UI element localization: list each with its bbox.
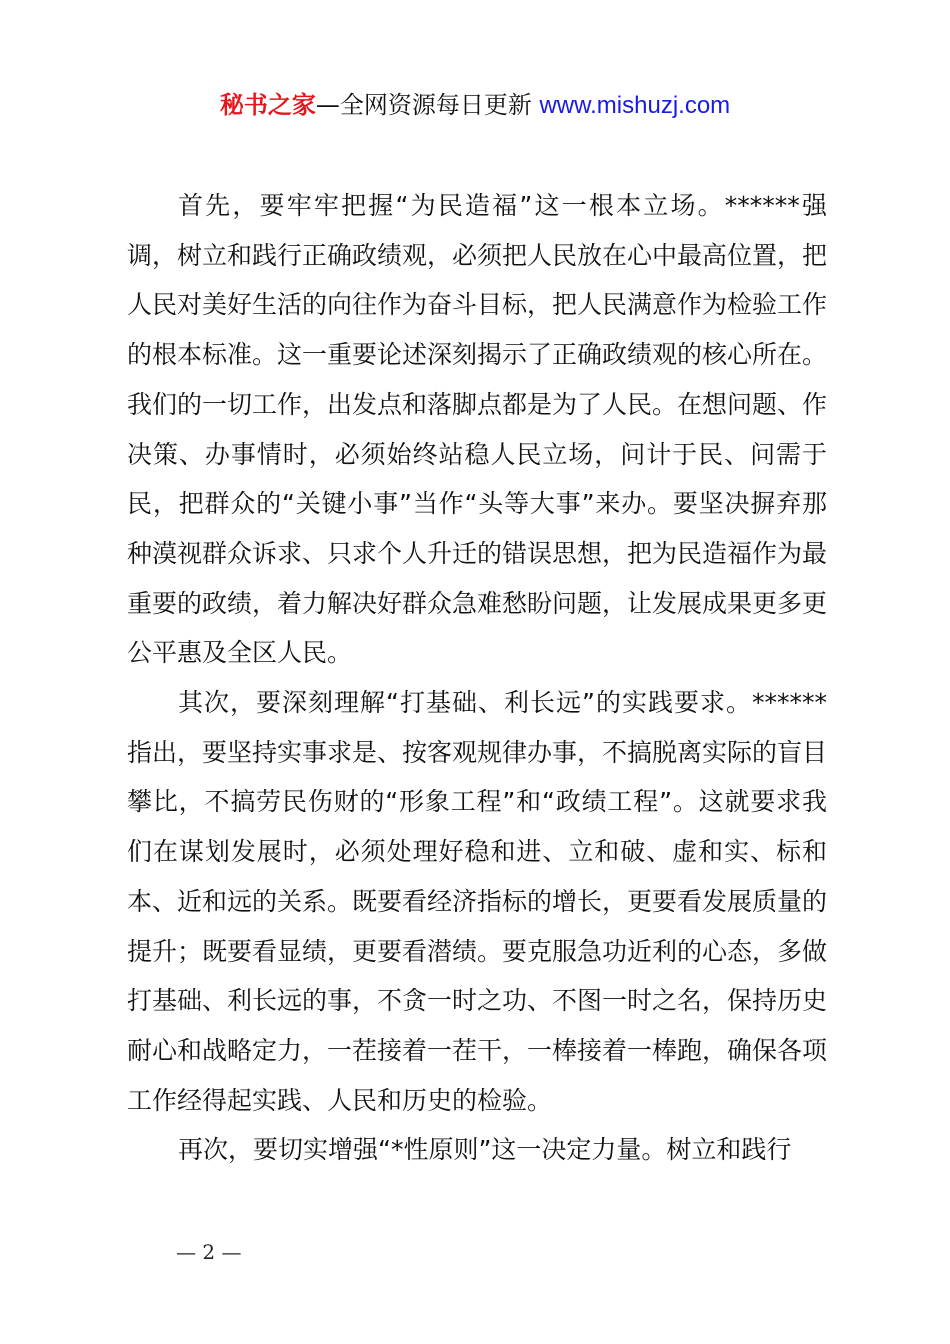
paragraph-third: 再次，要切实增强“*性原则”这一决定力量。树立和践行 — [178, 1135, 792, 1165]
site-header — [0, 88, 950, 123]
document-body — [127, 181, 827, 1175]
paragraph-second: 其次，要深刻理解“打基础、利长远”的实践要求。******指出，要坚持实事求是、按客观规律办事，不搞脱离实际的盲目攀比，不搞劳民伤财的“形象工程”和“政绩工程”。这就要求我们在谋划发展时，必须处理好稳和进、立和破、虚和实、标和本、近和远的关系。既要看经济指标的增长，更要看发展质量的提升；既要看显绩，更要看潜绩。要克服急功近利的心态，多做打基础、利长远的事，不贪一时之功、不图一时之名，保持历史耐心和战略定力，一茬接着一茬干，一棒接着一棒跑，确保各项工作经得起实践、人民和历史的检验。 — [127, 688, 828, 1115]
paragraph-first: 首先，要牢牢把握“为民造福”这一根本立场。******强调，树立和践行正确政绩观，必须把人民放在心中最高位置，把人民对美好生活的向往作为奋斗目标，把人民满意作为检验工作的根本标准。这一重要论述深刻揭示了正确政绩观的核心所在。我们的一切工作，出发点和落脚点都是为了人民。在想问题、作决策、办事情时，必须始终站稳人民立场，问计于民、问需于民，把群众的“关键小事”当作“头等大事”来办。要坚决摒弃那种漠视群众诉求、只求个人升迁的错误思想，把为民造福作为最重要的政绩，着力解决好群众急难愁盼问题，让发展成果更多更公平惠及全区人民。 — [127, 191, 828, 668]
header-tagline: —全网资源每日更新 — [315, 91, 532, 119]
page-number: — 2 — — [176, 1240, 242, 1264]
brand-name: 秘书之家 — [219, 91, 316, 119]
site-url-link[interactable]: www.mishuzj.com — [539, 92, 731, 119]
